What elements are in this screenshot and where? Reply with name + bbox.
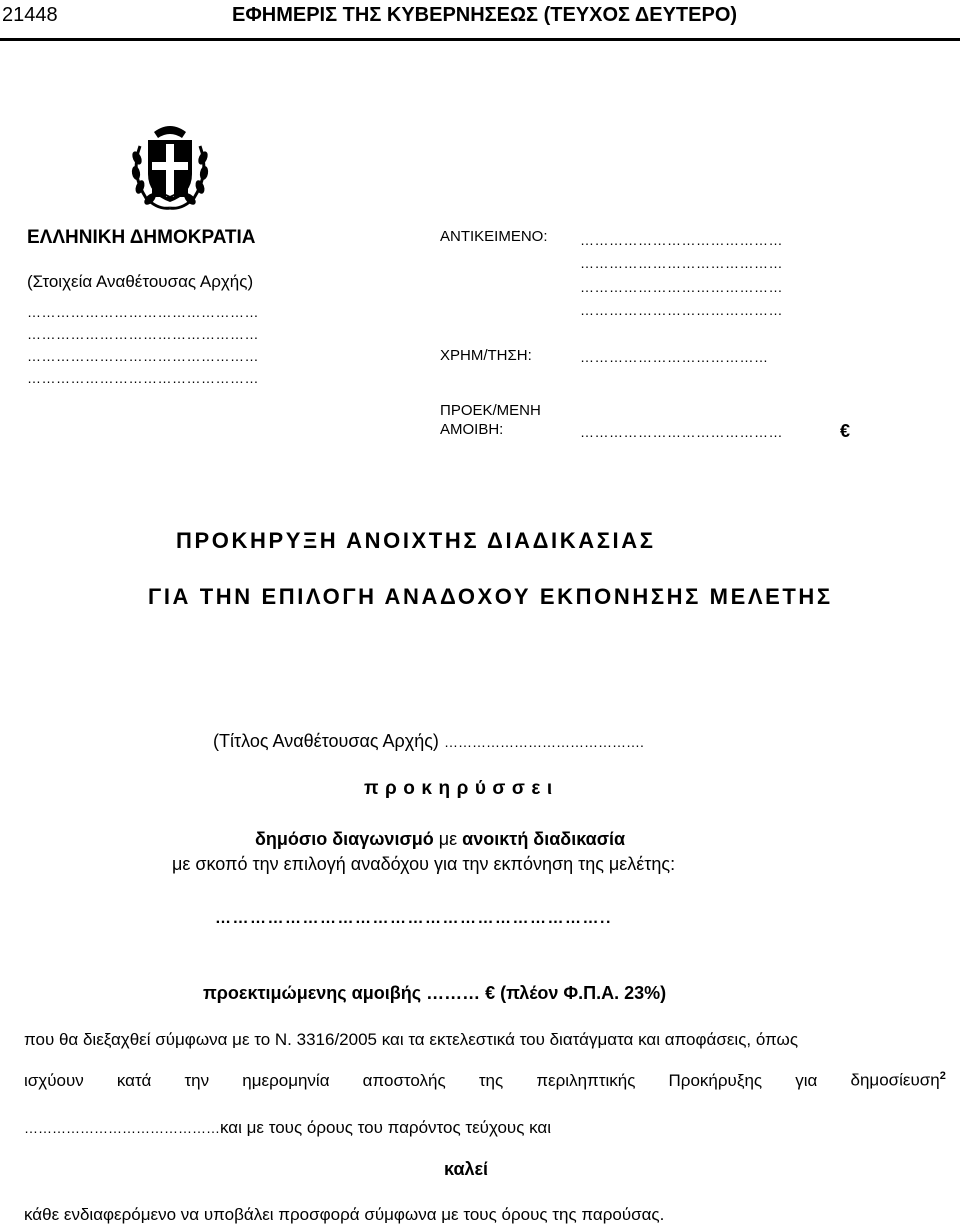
- tender-type-line: [255, 829, 625, 850]
- vat-text: € (πλέον Φ.Π.Α. 23%): [485, 983, 667, 1003]
- terms-text: και με τους όρους του παρόντος τεύχους και: [220, 1118, 552, 1137]
- valid-word-last: [850, 1070, 945, 1091]
- tender-with-text: με: [433, 829, 463, 849]
- purpose-line: με σκοπό την επιλογή αναδόχου για την εκπόνηση της μελέτης:: [172, 854, 676, 874]
- estimated-fee-field[interactable]: ……………………………………: [580, 424, 783, 440]
- valid-word: για: [795, 1070, 818, 1090]
- notice-subheading: ΓΙΑ ΤΗΝ ΕΠΙΛΟΓΗ ΑΝΑΔΟΧΟΥ ΕΚΠΟΝΗΣΗΣ ΜΕΛΕΤΗΣ: [148, 584, 833, 609]
- republic-title: ΕΛΛΗΝΙΚΗ ΔΗΜΟΚΡΑΤΙΑ: [27, 227, 256, 248]
- valid-word: Προκήρυξης: [668, 1070, 763, 1090]
- invitation-line: κάθε ενδιαφερόμενο να υποβάλει προσφορά σύμφωνα με τους όρους της παρούσας.: [24, 1205, 665, 1224]
- page-number: 21448: [2, 4, 58, 26]
- authority-details-label: (Στοιχεία Αναθέτουσας Αρχής): [27, 272, 254, 291]
- subject-field-1[interactable]: ……………………………………: [580, 232, 783, 248]
- subject-field-3[interactable]: ……………………………………: [580, 279, 783, 295]
- header-divider: [0, 38, 960, 41]
- terms-line: [24, 1118, 551, 1138]
- estimated-fee-line: [203, 983, 666, 1004]
- estimated-fee-label-line2: ΑΜΟΙΒΗ:: [440, 421, 504, 438]
- funding-label: ΧΡΗΜ/ΤΗΣΗ:: [440, 347, 532, 364]
- authority-details-field-2[interactable]: …………………………………………: [27, 326, 259, 342]
- valid-word: της: [478, 1070, 504, 1090]
- valid-word: ημερομηνία: [242, 1070, 330, 1090]
- greek-coat-of-arms-icon: [128, 118, 212, 213]
- funding-field[interactable]: …………………………………: [580, 349, 769, 365]
- subject-field-2[interactable]: ……………………………………: [580, 255, 783, 271]
- estimated-fee-text: προεκτιμώμενης αμοιβής: [203, 983, 422, 1003]
- validity-line: [24, 1070, 946, 1091]
- authority-title-label: (Τίτλος Αναθέτουσας Αρχής): [213, 731, 439, 751]
- calls-text: καλεί: [444, 1159, 489, 1179]
- valid-word: την: [184, 1070, 210, 1090]
- footnote-mark[interactable]: 2: [939, 1070, 946, 1082]
- estimated-fee-label-line1: ΠΡΟΕΚ/ΜΕΝΗ: [440, 402, 541, 419]
- valid-word: ισχύουν: [24, 1070, 84, 1090]
- authority-title-line: [213, 731, 644, 752]
- study-title-field[interactable]: …………………………………………………………..: [215, 910, 612, 927]
- authority-details-field-1[interactable]: …………………………………………: [27, 304, 259, 320]
- law-reference-line: που θα διεξαχθεί σύμφωνα με το Ν. 3316/2005 και τα εκτελεστικά του διατάγματα και αποφάσεις, όπως: [24, 1030, 799, 1049]
- authority-title-field[interactable]: …………………………………….: [443, 734, 644, 750]
- publication-word: δημοσίευση: [850, 1070, 940, 1090]
- public-tender-text: δημόσιο διαγωνισμό: [255, 829, 434, 849]
- authority-details-field-4[interactable]: …………………………………………: [27, 370, 259, 386]
- valid-word: περιληπτικής: [536, 1070, 636, 1090]
- valid-word: αποστολής: [362, 1070, 446, 1090]
- estimated-fee-amount-field[interactable]: ………: [426, 983, 481, 1003]
- publication-date-field[interactable]: ……………………………………: [24, 1120, 220, 1136]
- authority-details-field-3[interactable]: …………………………………………: [27, 348, 259, 364]
- notice-heading: ΠΡΟΚΗΡΥΞΗ ΑΝΟΙΧΤΗΣ ΔΙΑΔΙΚΑΣΙΑΣ: [176, 528, 656, 553]
- euro-symbol: €: [840, 421, 851, 441]
- subject-field-4[interactable]: ……………………………………: [580, 302, 783, 318]
- open-procedure-text: ανοικτή διαδικασία: [462, 829, 626, 849]
- subject-label: ΑΝΤΙΚΕΙΜΕΝΟ:: [440, 228, 548, 245]
- proclaims-text: προκηρύσσει: [364, 778, 559, 799]
- gazette-title: ΕΦΗΜΕΡΙΣ ΤΗΣ ΚΥΒΕΡΝΗΣΕΩΣ (ΤΕΥΧΟΣ ΔΕΥΤΕΡΟ): [232, 4, 738, 26]
- valid-word: κατά: [116, 1070, 152, 1090]
